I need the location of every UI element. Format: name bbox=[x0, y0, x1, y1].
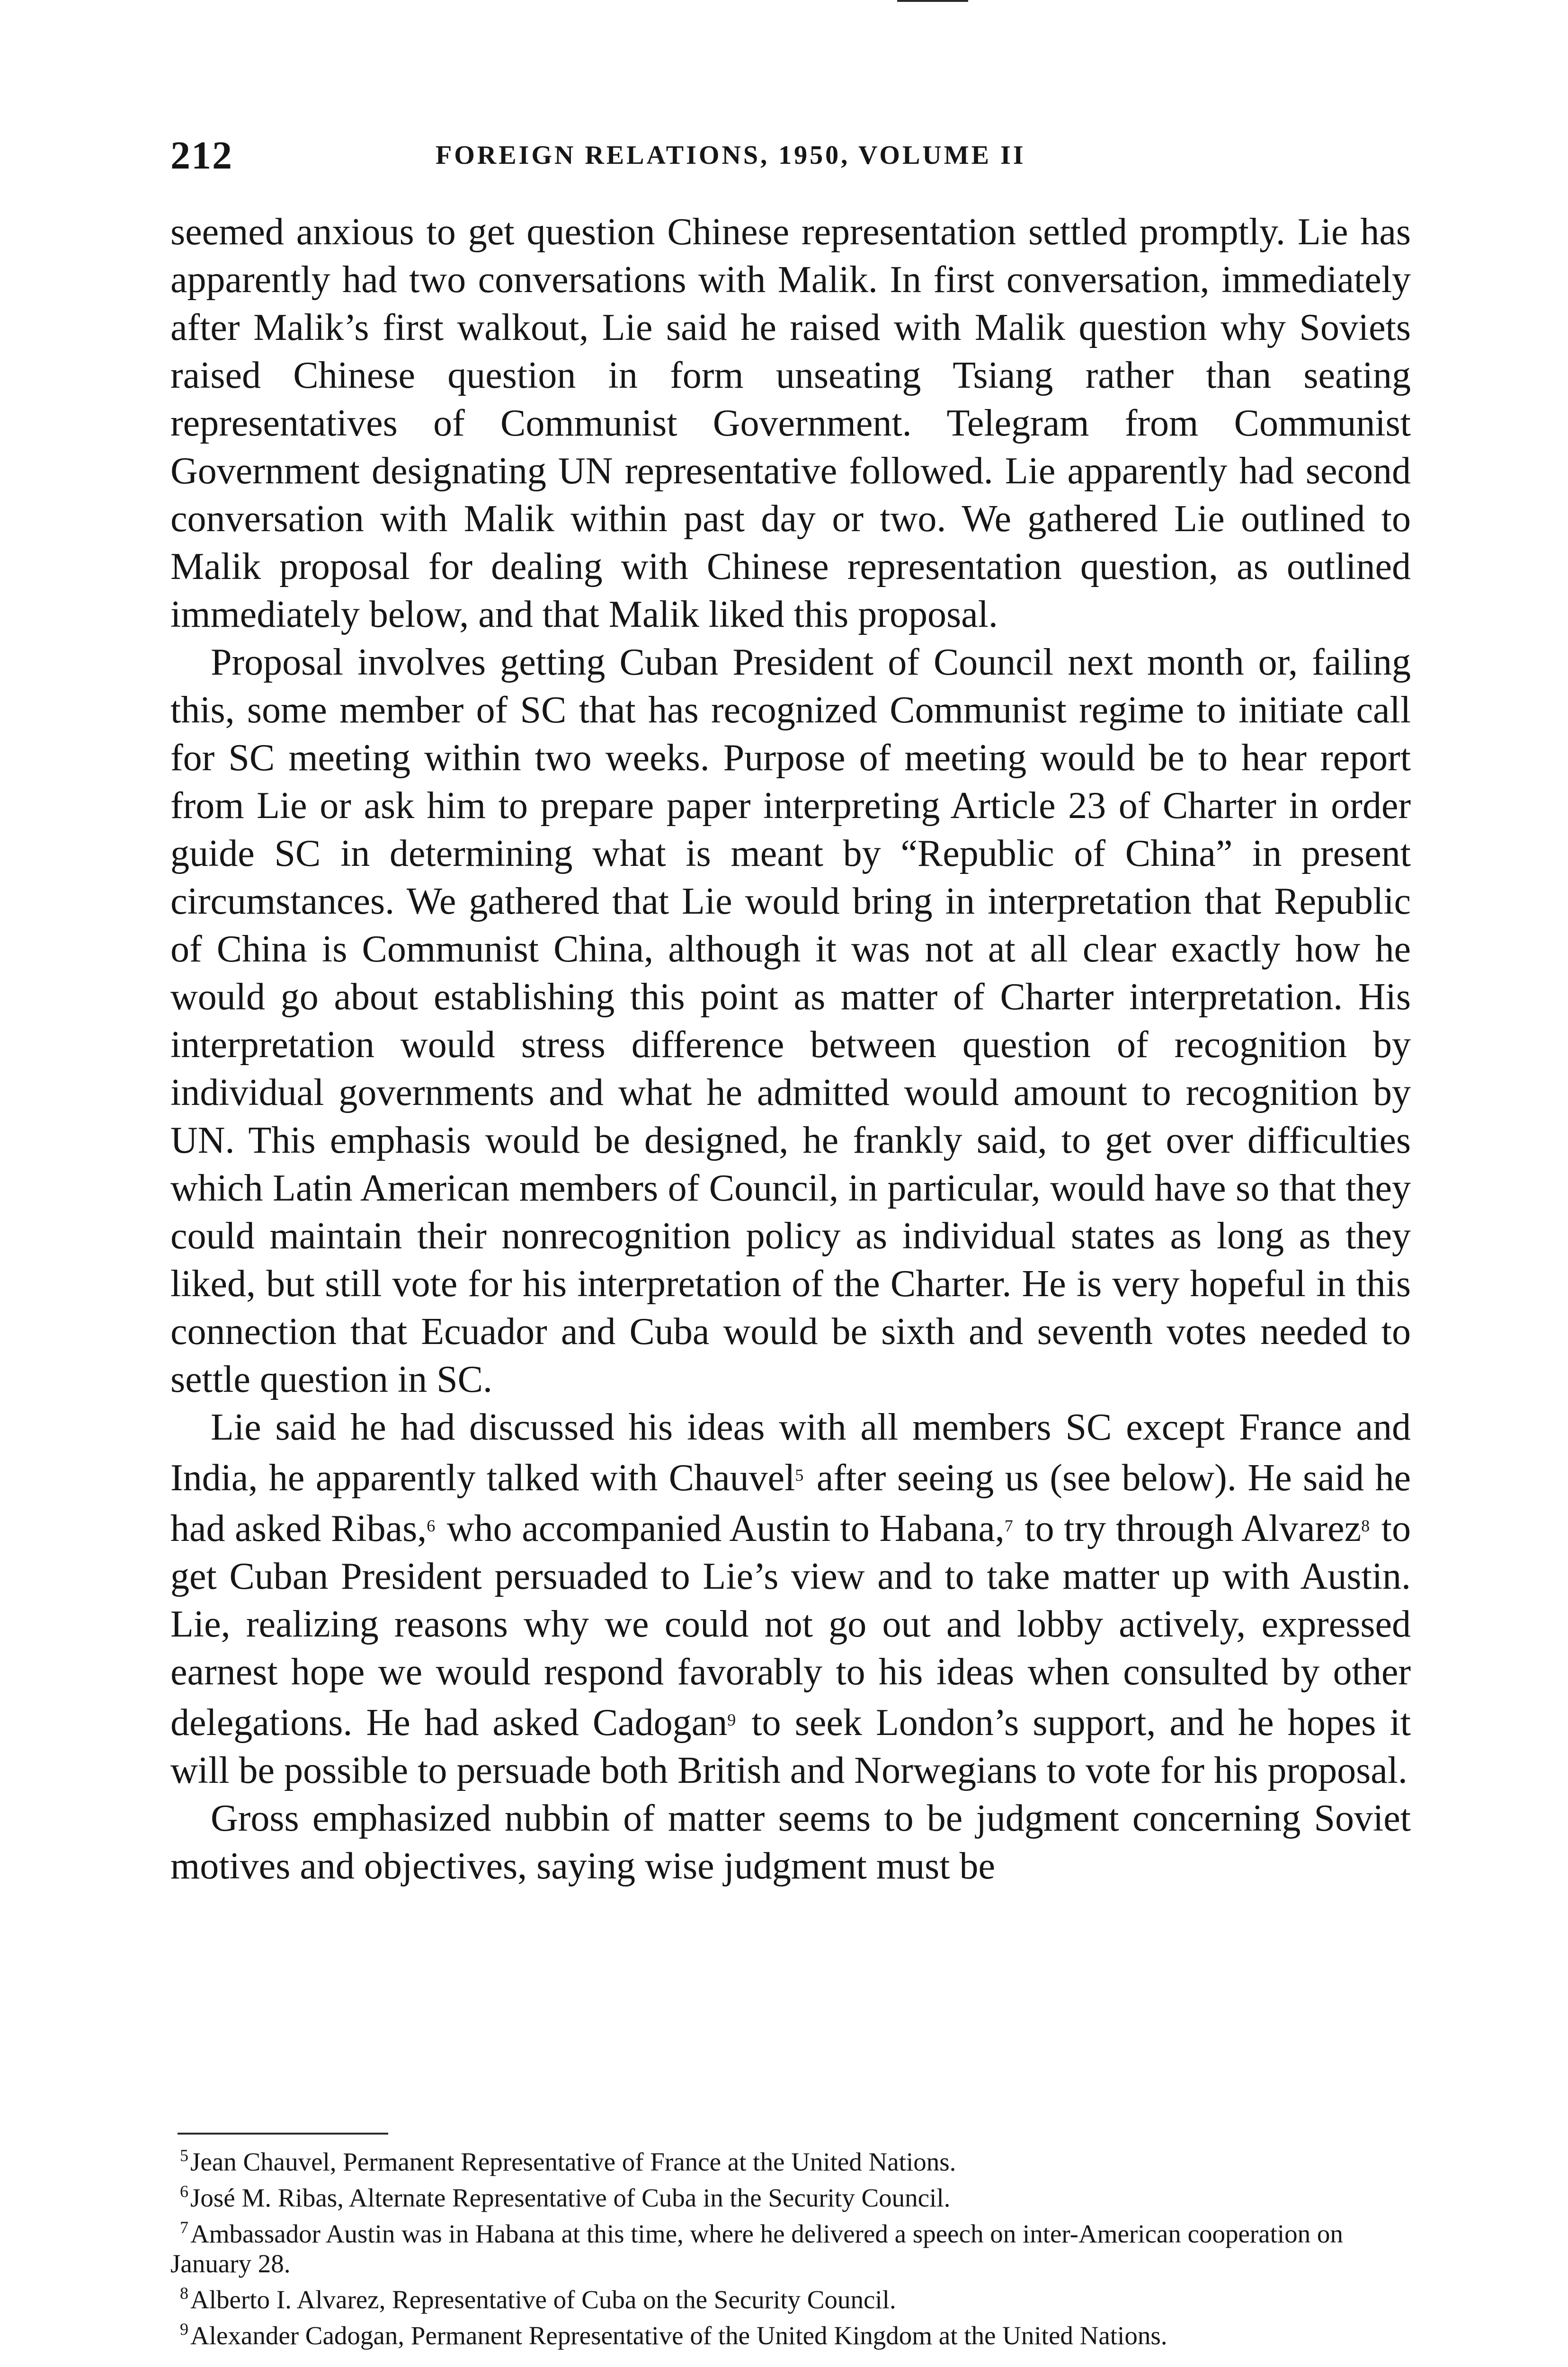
paragraph-3-text-5: to get Cuban President persuaded to Lie’s view and to take matter up with Austin. Lie, realizing reasons why we could not go out and lobby actively, expressed earnest hope we would respond favorably to his ideas when consulted by other delegations. He had asked Cadogan bbox=[170, 1508, 1411, 1744]
paragraph-3 bbox=[170, 1404, 1411, 1795]
paragraph-3-text-6: to seek London’s support, and he hopes it will be possible to persuade both British and Norwegians to vote for his proposal. bbox=[170, 1702, 1411, 1791]
footnote-text: José M. Ribas, Alternate Representative of Cuba in the Security Council. bbox=[190, 2183, 951, 2212]
footnote-9 bbox=[170, 2314, 1411, 2350]
footnotes bbox=[170, 2141, 1411, 2350]
footnote-mark: 9 bbox=[180, 2320, 188, 2339]
footnote-ref-7: 7 bbox=[1004, 1516, 1013, 1535]
paragraph-3-text-1: Lie said he had discussed his ideas with all members SC except France and India, he apparently talked with Chauvel bbox=[170, 1406, 1411, 1499]
footnote-8 bbox=[170, 2278, 1411, 2314]
footnote-mark: 6 bbox=[180, 2182, 188, 2201]
footnote-text: Alberto I. Alvarez, Representative of Cuba on the Security Council. bbox=[190, 2285, 896, 2314]
page-header bbox=[170, 133, 1411, 180]
page-number: 212 bbox=[170, 133, 233, 178]
paragraph-3-text-2: after seeing us (see below). He said he had asked Ribas, bbox=[170, 1457, 1411, 1549]
paragraph-3-text-3: who accompanied Austin to Habana, bbox=[437, 1508, 1005, 1549]
footnote-7 bbox=[170, 2213, 1411, 2278]
footnote-text: Alexander Cadogan, Permanent Representative of the United Kingdom at the United Nations. bbox=[190, 2321, 1167, 2350]
paragraph-4: Gross emphasized nubbin of matter seems to be judgment concerning Soviet motives and objectives, saying wise judgment must be bbox=[170, 1797, 1411, 1887]
running-head: FOREIGN RELATIONS, 1950, VOLUME II bbox=[436, 141, 1026, 170]
body-text bbox=[170, 208, 1411, 1890]
footnote-6 bbox=[170, 2177, 1411, 2213]
footnote-mark: 7 bbox=[180, 2218, 188, 2237]
footnote-text: Jean Chauvel, Permanent Representative of France at the United Nations. bbox=[190, 2147, 956, 2176]
paragraph-1: seemed anxious to get question Chinese representation settled promptly. Lie has apparently had two conversations with Malik. In first conversation, immediately after Malik’s first walkout, Lie said he raised with Malik question why Soviets raised Chinese question in form unseating Tsiang rather than seating representatives of Communist Government. Telegram from Communist Government designating UN representative followed. Lie apparently had second conversation with Malik within past day or two. We gathered Lie outlined to Malik proposal for dealing with Chinese representation question, as outlined immediately below, and that Malik liked this proposal. bbox=[170, 211, 1411, 635]
footnote-ref-5: 5 bbox=[795, 1466, 804, 1485]
footnote-ref-9: 9 bbox=[727, 1710, 736, 1729]
footnote-5 bbox=[170, 2141, 1411, 2177]
footnote-mark: 5 bbox=[180, 2146, 188, 2165]
footnote-mark: 8 bbox=[180, 2284, 188, 2303]
top-edge-rule bbox=[897, 0, 968, 2]
paragraph-3-text-4: to try through Alvarez bbox=[1015, 1508, 1362, 1549]
footnote-divider bbox=[178, 2133, 388, 2135]
footnote-ref-6: 6 bbox=[427, 1516, 436, 1535]
footnote-text: Ambassador Austin was in Habana at this time, where he delivered a speech on inter-American cooperation on January 28. bbox=[170, 2219, 1343, 2278]
footnote-ref-8: 8 bbox=[1361, 1516, 1370, 1535]
paragraph-2: Proposal involves getting Cuban President of Council next month or, failing this, some member of SC that has recognized Communist regime to initiate call for SC meeting within two weeks. Purpose of meeting would be to hear report from Lie or ask him to prepare paper interpreting Article 23 of Charter in order guide SC in determining what is meant by “Republic of China” in present circumstances. We gathered that Lie would bring in interpretation that Republic of China is Communist China, although it was not at all clear exactly how he would go about establishing this point as matter of Charter interpretation. His interpretation would stress difference between question of recognition by individual governments and what he admitted would amount to recognition by UN. This emphasis would be designed, he frankly said, to get over difficulties which Latin American members of Council, in particular, would have so that they could maintain their nonrecognition policy as individual states as long as they liked, but still vote for his interpretation of the Charter. He is very hopeful in this connection that Ecuador and Cuba would be sixth and seventh votes needed to settle question in SC. bbox=[170, 641, 1411, 1400]
